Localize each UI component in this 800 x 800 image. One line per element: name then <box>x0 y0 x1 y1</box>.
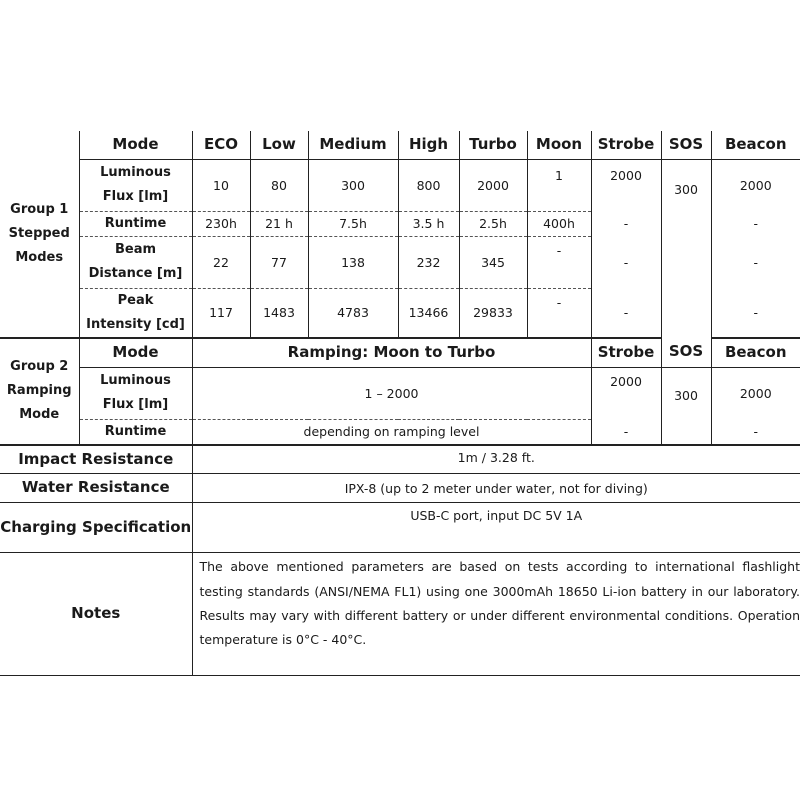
runtime-turbo: 2.5h <box>459 211 527 236</box>
group2-flux-label-line2: Flux [lm] <box>102 397 169 413</box>
col-header-eco: ECO <box>192 131 250 159</box>
runtime-high: 3.5 h <box>398 211 459 236</box>
peak-medium: 4783 <box>308 288 398 338</box>
beam-beacon: - <box>753 254 758 270</box>
notes-text: The above mentioned parameters are based on tests according to international flashlight testing standards (ANSI/NEMA FL1) using one 3000mAh 18650 Li-ion battery in our laboratory. Results may vary with different battery or under different environmental conditions. Operation temperature is 0°C - 40°C. <box>192 553 800 676</box>
beam-strobe: - <box>591 236 661 288</box>
peak-strobe: - <box>591 288 661 338</box>
group1-label-line2: Stepped <box>8 225 70 241</box>
flux-sos-value: 300 <box>674 181 698 197</box>
runtime-moon: 400h <box>527 211 591 236</box>
group2-flux-label <box>79 367 192 419</box>
flux-label <box>79 159 192 211</box>
peak-beacon: - <box>711 288 800 338</box>
beam-turbo: 345 <box>459 236 527 288</box>
water-value: IPX-8 (up to 2 meter under water, not for diving) <box>192 474 800 503</box>
beam-label-line1: Beam <box>114 242 157 258</box>
flux-moon: 1 <box>527 159 591 211</box>
group1-label <box>0 131 79 338</box>
group2-runtime-ramping: depending on ramping level <box>192 419 591 445</box>
charging-label: Charging Specification <box>0 503 192 553</box>
group1-label-line3: Modes <box>15 249 64 265</box>
water-label: Water Resistance <box>0 474 192 503</box>
flux-medium: 300 <box>308 159 398 211</box>
col-header-low: Low <box>250 131 308 159</box>
group2-mode-header: Mode <box>79 338 192 367</box>
group1-flux-row <box>0 159 800 211</box>
group2-flux-row <box>0 367 800 419</box>
col-header-medium: Medium <box>308 131 398 159</box>
group2-flux-sos-value: 300 <box>674 387 698 403</box>
runtime-beacon: - <box>753 216 758 232</box>
col-header-sos: SOS <box>661 131 711 159</box>
peak-label-line2: Intensity [cd] <box>86 316 185 332</box>
group2-runtime-beacon: - <box>711 419 800 445</box>
runtime-eco: 230h <box>192 211 250 236</box>
group2-ramping-header: Ramping: Moon to Turbo <box>192 338 591 367</box>
flux-turbo: 2000 <box>459 159 527 211</box>
flux-label-line1: Luminous <box>100 165 171 181</box>
beam-label-line2: Distance [m] <box>88 266 183 282</box>
peak-low: 1483 <box>250 288 308 338</box>
group2-beacon-header: Beacon <box>711 338 800 367</box>
flux-sos <box>661 159 711 338</box>
group1-header-row <box>0 131 800 159</box>
peak-high: 13466 <box>398 288 459 338</box>
peak-label-line1: Peak <box>117 292 154 308</box>
group2-runtime-strobe: - <box>591 419 661 445</box>
impact-row <box>0 445 800 474</box>
group2-label-line3: Mode <box>19 407 60 423</box>
col-header-moon: Moon <box>527 131 591 159</box>
group2-runtime-label: Runtime <box>79 419 192 445</box>
beam-eco: 22 <box>192 236 250 288</box>
charging-row <box>0 503 800 553</box>
runtime-label: Runtime <box>79 211 192 236</box>
peak-turbo: 29833 <box>459 288 527 338</box>
group2-label-line2: Ramping <box>6 383 72 399</box>
flux-eco: 10 <box>192 159 250 211</box>
flux-high: 800 <box>398 159 459 211</box>
beam-medium: 138 <box>308 236 398 288</box>
peak-label <box>79 288 192 338</box>
peak-eco: 117 <box>192 288 250 338</box>
runtime-strobe: - <box>591 211 661 236</box>
runtime-medium: 7.5h <box>308 211 398 236</box>
beam-high: 232 <box>398 236 459 288</box>
group1-label-line1: Group 1 <box>10 201 69 217</box>
group2-label <box>0 338 79 445</box>
col-header-high: High <box>398 131 459 159</box>
beam-low: 77 <box>250 236 308 288</box>
group2-header-row <box>0 338 800 367</box>
col-header-strobe: Strobe <box>591 131 661 159</box>
group2-flux-ramping: 1 – 2000 <box>192 367 591 419</box>
flux-beacon: 2000 <box>739 177 772 193</box>
group1-mode-header: Mode <box>79 131 192 159</box>
peak-moon: - <box>527 288 591 338</box>
group2-sos-header: SOS <box>661 338 711 367</box>
impact-value: 1m / 3.28 ft. <box>192 445 800 474</box>
runtime-low: 21 h <box>250 211 308 236</box>
group2-flux-strobe: 2000 <box>591 367 661 419</box>
flux-label-line2: Flux [lm] <box>102 189 169 205</box>
water-row <box>0 474 800 503</box>
impact-label: Impact Resistance <box>0 445 192 474</box>
group2-label-line1: Group 2 <box>10 359 69 375</box>
col-header-beacon: Beacon <box>711 131 800 159</box>
col-header-turbo: Turbo <box>459 131 527 159</box>
beam-label <box>79 236 192 288</box>
group2-flux-beacon: 2000 <box>739 385 772 401</box>
spec-table <box>0 131 800 676</box>
flux-low: 80 <box>250 159 308 211</box>
flux-strobe: 2000 <box>591 159 661 211</box>
notes-label: Notes <box>0 553 192 676</box>
group2-flux-label-line1: Luminous <box>100 373 171 389</box>
notes-row <box>0 553 800 676</box>
group2-flux-sos <box>661 367 711 445</box>
beam-moon: - <box>527 236 591 288</box>
group2-strobe-header: Strobe <box>591 338 661 367</box>
charging-value: USB-C port, input DC 5V 1A <box>192 503 800 553</box>
